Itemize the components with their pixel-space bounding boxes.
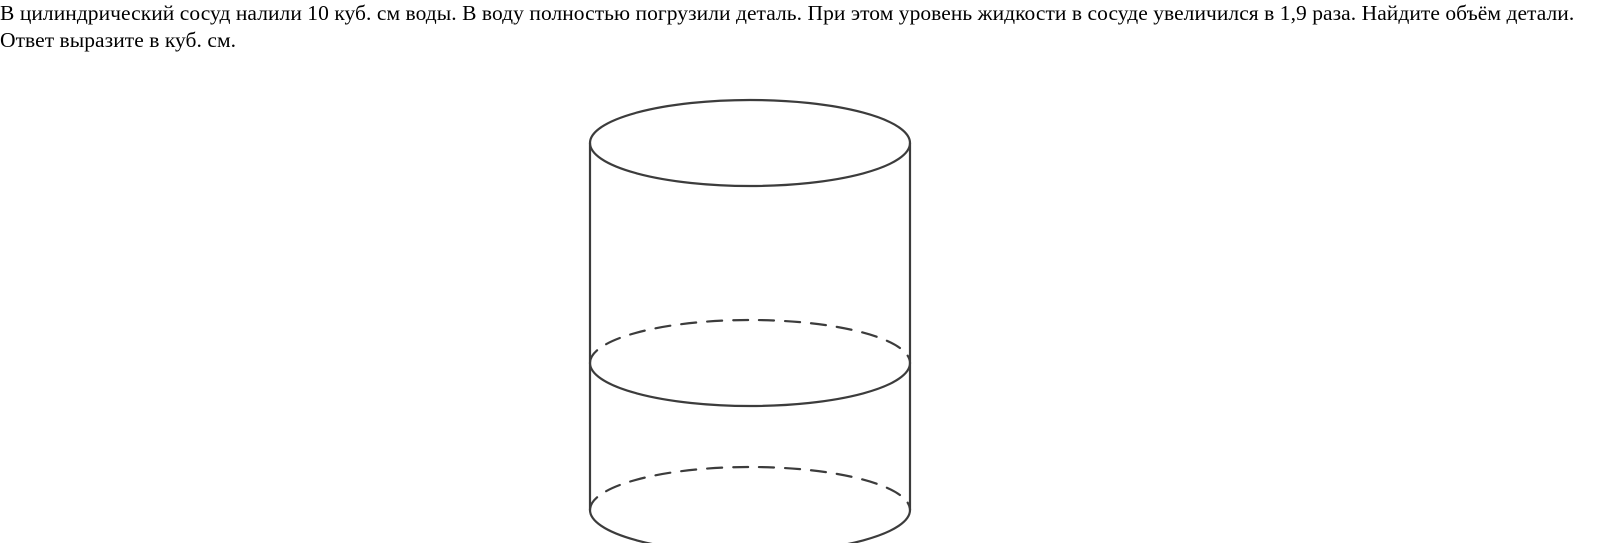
cylinder-base-back-arc-dashed — [590, 467, 910, 510]
cylinder-base-front-arc — [590, 510, 910, 543]
water-level-front-arc — [590, 363, 910, 406]
water-level-back-arc-dashed — [590, 320, 910, 363]
cylinder-figure — [560, 80, 960, 543]
cylinder-top-rim — [590, 100, 910, 186]
problem-statement: В цилиндрический сосуд налили 10 куб. см воды. В воду полностью погрузили деталь. При этом уровень жидкости в сосуде увеличился в 1,9 раза. Найдите объём детали. Ответ выразите в куб. см. — [0, 1, 1575, 52]
